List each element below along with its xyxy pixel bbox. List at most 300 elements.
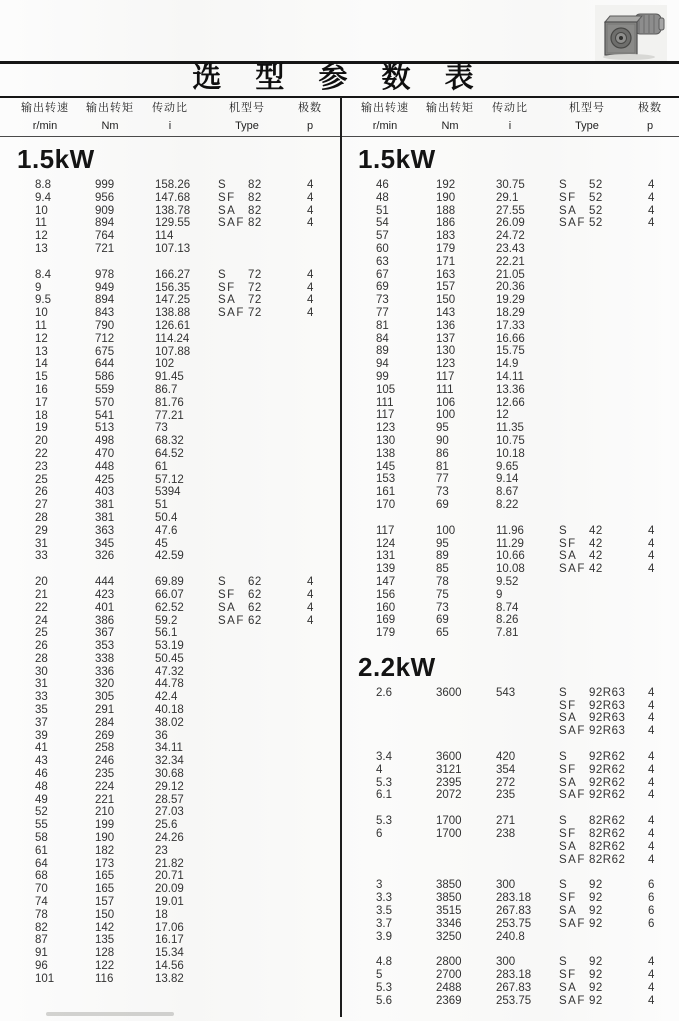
cell-torque: 81 xyxy=(436,460,449,473)
cell-type-prefix xyxy=(559,627,589,640)
cell-ratio: 9.14 xyxy=(496,473,519,486)
cell-torque: 116 xyxy=(95,972,114,985)
cell-type-size xyxy=(589,473,648,486)
cell-type-size: 82 xyxy=(248,191,262,204)
table-row xyxy=(0,217,338,230)
cell-ratio: 21.05 xyxy=(496,268,525,281)
selection-table-left-column xyxy=(0,142,338,999)
cell-torque: 3850 xyxy=(436,892,462,905)
cell-ratio: 68.32 xyxy=(155,435,184,448)
cell-poles xyxy=(307,499,338,512)
model-group xyxy=(341,879,679,943)
cell-type-size: 72 xyxy=(248,268,262,281)
cell-poles xyxy=(307,243,338,256)
cell-ratio: 20.09 xyxy=(155,883,184,896)
cell-speed: 10 xyxy=(35,307,48,320)
cell-ratio: 77.21 xyxy=(155,409,184,422)
cell-poles xyxy=(648,499,679,512)
cell-type-size: 42 xyxy=(589,550,603,563)
cell-type-size: 92R63 xyxy=(589,686,626,699)
cell-type-size xyxy=(248,742,307,755)
cell-ratio: 51 xyxy=(155,499,168,512)
cell-speed: 14 xyxy=(35,358,48,371)
cell-speed: 51 xyxy=(376,204,389,217)
power-section-heading: 1.5kW xyxy=(17,144,95,174)
table-row xyxy=(341,931,679,944)
cell-type-prefix xyxy=(218,371,248,384)
cell-ratio: 147.68 xyxy=(155,191,191,204)
cell-ratio: 14.9 xyxy=(496,358,519,371)
cell-torque: 73 xyxy=(436,601,449,614)
cell-torque: 95 xyxy=(436,422,449,435)
cell-ratio: 19.29 xyxy=(496,294,525,307)
cell-torque: 224 xyxy=(95,780,115,793)
column-header-poles xyxy=(605,102,679,133)
model-group xyxy=(341,956,679,1007)
cell-torque: 3515 xyxy=(436,905,462,918)
cell-speed: 22 xyxy=(35,601,48,614)
cell-ratio: 29.12 xyxy=(155,780,184,793)
cell-speed: 117 xyxy=(376,524,395,537)
cell-ratio: 283.18 xyxy=(496,969,532,982)
cell-torque: 75 xyxy=(436,588,449,601)
column-header-label: 极数 xyxy=(638,102,662,114)
cell-type-prefix xyxy=(218,640,248,653)
cell-type-prefix xyxy=(559,371,589,384)
cell-type-size: 62 xyxy=(248,576,262,589)
cell-torque: 320 xyxy=(95,678,115,691)
cell-torque: 2700 xyxy=(436,969,462,982)
cell-type-size xyxy=(589,230,648,243)
cell-poles xyxy=(307,474,338,487)
table-row xyxy=(0,461,338,474)
cell-torque: 444 xyxy=(95,576,115,589)
cell-speed: 2.6 xyxy=(376,686,392,699)
cell-type-prefix: SA xyxy=(559,712,578,725)
cell-poles xyxy=(307,781,338,794)
cell-speed: 25 xyxy=(35,627,48,640)
cell-torque: 3250 xyxy=(436,930,462,943)
column-header-unit: Nm xyxy=(441,120,459,132)
cell-type-size: 92R63 xyxy=(589,712,626,725)
table-row xyxy=(341,815,679,828)
column-header-unit: i xyxy=(168,120,172,132)
cell-speed: 145 xyxy=(376,460,396,473)
cell-ratio: 12 xyxy=(496,409,509,422)
table-row xyxy=(341,269,679,282)
cell-ratio: 300 xyxy=(496,956,516,969)
cell-speed: 15 xyxy=(35,371,48,384)
table-row xyxy=(341,956,679,969)
table-row xyxy=(341,627,679,640)
cell-type-prefix xyxy=(559,422,589,435)
cell-ratio: 158.26 xyxy=(155,179,191,191)
cell-type-size: 52 xyxy=(589,217,603,230)
cell-speed: 17 xyxy=(35,396,48,409)
cell-type-prefix xyxy=(218,858,248,871)
cell-torque: 77 xyxy=(436,473,449,486)
cell-torque: 86 xyxy=(436,447,449,460)
cell-torque: 173 xyxy=(95,857,115,870)
cell-speed: 54 xyxy=(376,217,389,230)
cell-poles: 4 xyxy=(307,268,314,281)
table-row xyxy=(0,653,338,666)
table-row xyxy=(0,615,338,628)
table-row xyxy=(341,358,679,371)
cell-poles: 4 xyxy=(648,969,655,982)
cell-poles: 4 xyxy=(307,217,314,230)
cell-poles xyxy=(307,768,338,781)
cell-torque: 999 xyxy=(95,179,115,191)
cell-speed: 26 xyxy=(35,486,48,499)
cell-ratio: 18.29 xyxy=(496,306,525,319)
cell-ratio: 30.75 xyxy=(496,179,525,191)
cell-ratio xyxy=(496,700,559,713)
table-row xyxy=(341,995,679,1008)
cell-speed: 48 xyxy=(376,191,389,204)
cell-torque: 423 xyxy=(95,588,115,601)
cell-type-size: 92 xyxy=(589,969,603,982)
cell-type-prefix xyxy=(218,384,248,397)
cell-type-size: 72 xyxy=(248,281,262,294)
table-row xyxy=(0,934,338,947)
cell-speed: 22 xyxy=(35,447,48,460)
table-row xyxy=(0,282,338,295)
cell-ratio: 267.83 xyxy=(496,982,532,995)
cell-poles: 6 xyxy=(648,892,655,905)
cell-speed: 31 xyxy=(35,678,48,691)
cell-type-prefix: S xyxy=(218,576,228,589)
cell-type-prefix xyxy=(218,461,248,474)
cell-speed: 6 xyxy=(376,828,383,841)
cell-speed: 179 xyxy=(376,627,396,640)
cell-type-prefix xyxy=(218,230,248,243)
cell-type-prefix xyxy=(218,934,248,947)
cell-ratio: 50.45 xyxy=(155,652,184,665)
page-bottom-cutoff-artifact xyxy=(46,1012,174,1016)
cell-ratio: 11.96 xyxy=(496,524,524,537)
cell-type-size: 92 xyxy=(589,879,603,892)
cell-ratio: 24.26 xyxy=(155,832,184,845)
cell-type-size: 82 xyxy=(248,204,262,217)
cell-type-size xyxy=(248,781,307,794)
cell-type-size xyxy=(589,307,648,320)
cell-torque: 2395 xyxy=(436,776,462,789)
cell-type-size xyxy=(589,243,648,256)
cell-torque: 291 xyxy=(95,704,115,717)
cell-ratio: 30.68 xyxy=(155,768,184,781)
cell-type-size xyxy=(248,358,307,371)
cell-torque: 111 xyxy=(436,383,454,396)
cell-poles: 4 xyxy=(307,294,314,307)
cell-torque: 956 xyxy=(95,191,115,204)
cell-torque: 179 xyxy=(436,242,456,255)
cell-type-size xyxy=(248,653,307,666)
cell-torque: 764 xyxy=(95,230,115,243)
cell-torque: 721 xyxy=(95,242,115,255)
cell-type-prefix: SF xyxy=(218,281,236,294)
cell-poles xyxy=(648,576,679,589)
cell-torque: 69 xyxy=(436,498,449,511)
cell-poles xyxy=(307,653,338,666)
cell-type-size xyxy=(248,755,307,768)
cell-poles: 4 xyxy=(648,537,655,550)
cell-speed: 160 xyxy=(376,601,396,614)
column-header-label: 输出转矩 xyxy=(426,102,474,114)
cell-speed: 12 xyxy=(35,332,48,345)
cell-speed: 105 xyxy=(376,383,396,396)
cell-type-prefix: SAF xyxy=(218,614,245,627)
cell-ratio: 26.09 xyxy=(496,217,525,230)
cell-ratio: 107.13 xyxy=(155,242,191,255)
column-header-unit: p xyxy=(646,120,654,132)
table-row xyxy=(0,832,338,845)
cell-type-prefix: SAF xyxy=(559,217,586,230)
cell-torque: 157 xyxy=(436,281,456,294)
cell-speed: 147 xyxy=(376,575,396,588)
cell-poles xyxy=(648,294,679,307)
cell-torque: 1700 xyxy=(436,815,462,828)
cell-ratio: 300 xyxy=(496,879,516,892)
power-section-heading: 1.5kW xyxy=(358,144,436,174)
cell-type-prefix xyxy=(559,230,589,243)
table-row xyxy=(341,307,679,320)
cell-type-prefix: SAF xyxy=(559,563,586,576)
table-row xyxy=(0,448,338,461)
cell-type-size xyxy=(248,346,307,359)
cell-speed: 3.3 xyxy=(376,892,392,905)
cell-type-size xyxy=(248,973,307,986)
table-row xyxy=(341,538,679,551)
cell-ratio: 10.08 xyxy=(496,563,525,576)
cell-type-size xyxy=(248,486,307,499)
cell-poles: 4 xyxy=(648,956,655,969)
cell-poles: 4 xyxy=(648,550,655,563)
cell-torque: 448 xyxy=(95,460,115,473)
cell-type-prefix xyxy=(218,538,248,551)
cell-torque: 3600 xyxy=(436,686,462,699)
cell-ratio: 13.36 xyxy=(496,383,525,396)
cell-ratio: 156.35 xyxy=(155,281,191,294)
table-row xyxy=(0,678,338,691)
cell-type-size xyxy=(589,627,648,640)
cell-poles xyxy=(307,947,338,960)
table-row xyxy=(0,909,338,922)
cell-poles: 6 xyxy=(648,905,655,918)
cell-torque: 586 xyxy=(95,371,115,384)
cell-type-prefix xyxy=(218,960,248,973)
cell-poles xyxy=(307,333,338,346)
cell-ratio: 24.72 xyxy=(496,230,525,243)
cell-poles: 4 xyxy=(648,828,655,841)
cell-poles: 4 xyxy=(648,204,655,217)
cell-type-prefix: SAF xyxy=(559,853,586,866)
power-section-heading: 2.2kW xyxy=(358,651,436,682)
cell-type-prefix xyxy=(218,525,248,538)
table-row xyxy=(0,358,338,371)
cell-speed: 77 xyxy=(376,306,389,319)
table-row xyxy=(0,230,338,243)
cell-torque: 2800 xyxy=(436,956,462,969)
cell-torque: 2369 xyxy=(436,994,462,1007)
cell-ratio: 138.88 xyxy=(155,307,191,320)
table-row xyxy=(341,764,679,777)
cell-ratio: 42.4 xyxy=(155,691,178,704)
table-row xyxy=(0,768,338,781)
cell-torque xyxy=(436,700,496,713)
cell-type-size: 92R62 xyxy=(589,751,626,764)
table-row xyxy=(0,922,338,935)
cell-torque: 644 xyxy=(95,358,115,371)
cell-type-prefix xyxy=(218,755,248,768)
table-row xyxy=(341,345,679,358)
cell-torque: 190 xyxy=(436,191,456,204)
cell-speed: 49 xyxy=(35,793,48,806)
table-row xyxy=(0,333,338,346)
cell-torque: 192 xyxy=(436,179,456,191)
cell-type-prefix: SA xyxy=(559,905,578,918)
table-row xyxy=(341,905,679,918)
model-group xyxy=(341,687,679,738)
cell-type-size xyxy=(248,960,307,973)
cell-type-size xyxy=(248,666,307,679)
cell-type-size xyxy=(248,384,307,397)
cell-poles xyxy=(648,486,679,499)
cell-ratio: 253.75 xyxy=(496,994,532,1007)
cell-ratio: 107.88 xyxy=(155,345,191,358)
cell-speed: 46 xyxy=(35,768,48,781)
cell-type-prefix xyxy=(559,397,589,410)
cell-speed: 161 xyxy=(376,486,396,499)
table-row xyxy=(341,725,679,738)
table-row xyxy=(341,918,679,931)
cell-ratio: 13.82 xyxy=(155,972,184,985)
column-header-unit: r/min xyxy=(32,120,58,132)
cell-type-prefix: S xyxy=(559,686,569,699)
cell-type-size: 42 xyxy=(589,524,603,537)
table-row xyxy=(341,461,679,474)
cell-torque: 425 xyxy=(95,473,115,486)
cell-type-size xyxy=(589,499,648,512)
cell-type-size xyxy=(248,333,307,346)
cell-torque: 401 xyxy=(95,601,115,614)
cell-ratio: 20.36 xyxy=(496,281,525,294)
cell-poles: 4 xyxy=(648,725,655,738)
cell-poles: 4 xyxy=(648,686,655,699)
cell-type-prefix xyxy=(559,256,589,269)
cell-poles xyxy=(307,512,338,525)
cell-speed: 3.9 xyxy=(376,930,392,943)
cell-type-size xyxy=(248,230,307,243)
cell-type-prefix xyxy=(559,269,589,282)
cell-torque: 978 xyxy=(95,268,115,281)
table-row xyxy=(341,179,679,192)
cell-ratio: 66.07 xyxy=(155,588,184,601)
cell-speed: 4 xyxy=(376,763,383,776)
cell-type-size: 92 xyxy=(589,892,603,905)
cell-type-prefix: SF xyxy=(559,537,577,550)
cell-ratio: 20.71 xyxy=(155,870,184,883)
cell-torque xyxy=(436,854,496,867)
cell-type-size xyxy=(589,931,648,944)
cell-torque: 326 xyxy=(95,550,115,563)
table-row xyxy=(0,947,338,960)
cell-type-prefix xyxy=(218,448,248,461)
gear-motor-image xyxy=(595,5,667,63)
cell-ratio: 86.7 xyxy=(155,383,178,396)
cell-ratio: 56.1 xyxy=(155,627,178,640)
table-row xyxy=(341,550,679,563)
table-row xyxy=(0,640,338,653)
cell-poles: 4 xyxy=(307,307,314,320)
cell-torque: 100 xyxy=(436,409,456,422)
cell-type-size: 92 xyxy=(589,982,603,995)
cell-ratio: 23 xyxy=(155,844,168,857)
cell-type-prefix xyxy=(218,550,248,563)
cell-type-size: 42 xyxy=(589,537,603,550)
table-row xyxy=(341,576,679,589)
table-row xyxy=(0,858,338,871)
cell-type-prefix: S xyxy=(559,524,569,537)
cell-poles xyxy=(307,230,338,243)
cell-torque: 69 xyxy=(436,614,449,627)
cell-ratio: 11.29 xyxy=(496,537,524,550)
cell-type-prefix: S xyxy=(559,815,569,828)
cell-ratio: 8.67 xyxy=(496,486,519,499)
cell-type-size xyxy=(248,691,307,704)
cell-type-prefix xyxy=(559,614,589,627)
table-row xyxy=(0,883,338,896)
cell-poles xyxy=(307,845,338,858)
cell-poles xyxy=(307,435,338,448)
cell-torque: 790 xyxy=(95,319,115,332)
cell-torque: 171 xyxy=(436,255,456,268)
cell-torque: 269 xyxy=(95,729,115,742)
table-row xyxy=(0,525,338,538)
cell-type-size xyxy=(589,269,648,282)
cell-torque: 305 xyxy=(95,691,115,704)
cell-speed: 89 xyxy=(376,345,389,358)
cell-type-prefix xyxy=(559,461,589,474)
cell-ratio: 91.45 xyxy=(155,371,184,384)
cell-type-prefix: SF xyxy=(559,892,577,905)
cell-torque: 210 xyxy=(95,806,115,819)
cell-speed: 5.3 xyxy=(376,815,392,828)
table-row xyxy=(341,687,679,700)
cell-type-size: 92R62 xyxy=(589,789,626,802)
cell-type-prefix xyxy=(218,486,248,499)
cell-torque: 135 xyxy=(95,934,115,947)
column-header-unit: Type xyxy=(235,120,259,132)
table-row xyxy=(341,879,679,892)
cell-type-size xyxy=(248,717,307,730)
cell-torque: 163 xyxy=(436,268,456,281)
cell-torque: 3600 xyxy=(436,751,462,764)
cell-torque: 470 xyxy=(95,447,115,460)
cell-type-prefix: SA xyxy=(559,204,578,217)
table-row xyxy=(341,828,679,841)
table-row xyxy=(341,256,679,269)
cell-poles xyxy=(307,486,338,499)
cell-type-size xyxy=(248,934,307,947)
cell-ratio: 69.89 xyxy=(155,576,184,589)
cell-torque: 386 xyxy=(95,614,115,627)
cell-poles xyxy=(648,602,679,615)
cell-poles xyxy=(648,461,679,474)
cell-poles xyxy=(648,409,679,422)
table-row xyxy=(0,896,338,909)
table-row xyxy=(0,589,338,602)
